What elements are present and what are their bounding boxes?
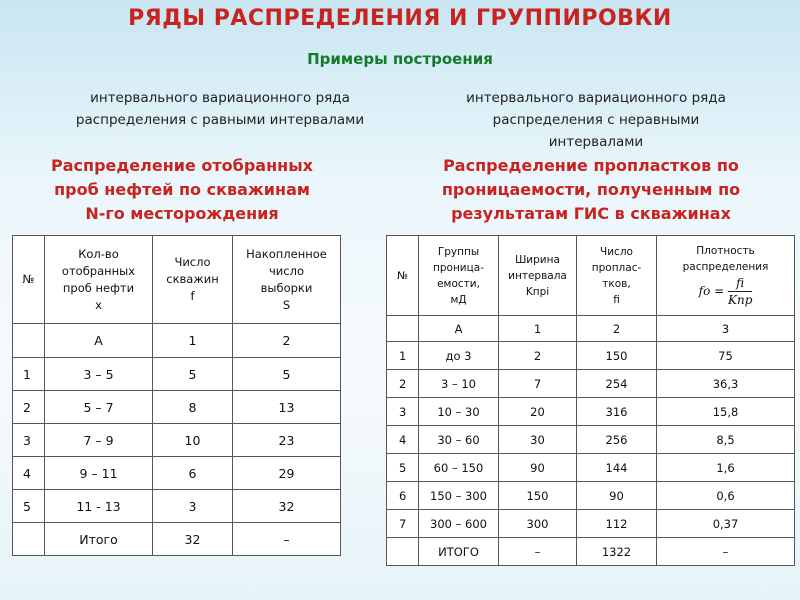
table-cell: 3 xyxy=(153,490,233,523)
table-cell: 1,6 xyxy=(657,454,795,482)
table-row xyxy=(387,510,795,538)
table-cell: – xyxy=(499,538,577,566)
table-cell: 6 xyxy=(387,482,419,510)
table-cell: 7 xyxy=(499,370,577,398)
table-header-row xyxy=(387,236,795,316)
right-caption xyxy=(386,154,796,226)
table-cell: 8,5 xyxy=(657,426,795,454)
table-cell: 2 xyxy=(233,324,341,358)
right-caption-line: проницаемости, полученным по xyxy=(441,180,741,199)
table-index-row xyxy=(13,324,341,358)
table-cell: 13 xyxy=(233,391,341,424)
table-cell: 60 – 150 xyxy=(419,454,499,482)
table-row xyxy=(387,482,795,510)
right-caption-line: Распределение пропластков по xyxy=(443,156,739,175)
table-cell: 23 xyxy=(233,424,341,457)
header-cell-wells: Число скважин f xyxy=(153,236,233,324)
table-cell: 5 xyxy=(153,358,233,391)
table-cell: 1 xyxy=(387,342,419,370)
table-cell: 6 xyxy=(153,457,233,490)
table-cell: 20 xyxy=(499,398,577,426)
header-cell-number: № xyxy=(387,236,419,316)
table-cell: 112 xyxy=(577,510,657,538)
table-cell: 0,6 xyxy=(657,482,795,510)
table-row xyxy=(387,454,795,482)
table-row xyxy=(387,426,795,454)
left-heading xyxy=(20,87,420,131)
table-cell: 4 xyxy=(13,457,45,490)
table-cell: 1 xyxy=(153,324,233,358)
table-cell: 7 xyxy=(387,510,419,538)
table-cell: 3 xyxy=(657,316,795,342)
table-cell: 2 xyxy=(499,342,577,370)
table-cell: 32 xyxy=(233,490,341,523)
table-cell: А xyxy=(45,324,153,358)
page-title: РЯДЫ РАСПРЕДЕЛЕНИЯ И ГРУППИРОВКИ xyxy=(128,6,672,31)
table-cell: 10 – 30 xyxy=(419,398,499,426)
right-caption-line: результатам ГИС в скважинах xyxy=(451,204,731,223)
left-caption xyxy=(12,154,352,226)
table-cell: 30 – 60 xyxy=(419,426,499,454)
table-row xyxy=(13,358,341,391)
right-heading-line: интервалами xyxy=(548,134,644,150)
table-total-row xyxy=(387,538,795,566)
table-cell: 10 xyxy=(153,424,233,457)
table-cell: 5 xyxy=(387,454,419,482)
header-cell-interval-width: Ширина интервала Kпрi xyxy=(499,236,577,316)
table-row xyxy=(13,490,341,523)
table-header-row xyxy=(13,236,341,324)
table-cell: 3 xyxy=(387,398,419,426)
header-cell-number: № xyxy=(13,236,45,324)
table-cell: 32 xyxy=(153,523,233,556)
table-cell: 15,8 xyxy=(657,398,795,426)
table-cell: 144 xyxy=(577,454,657,482)
table-cell: 150 xyxy=(499,482,577,510)
table-row xyxy=(13,457,341,490)
table-cell: 8 xyxy=(153,391,233,424)
table-total-row xyxy=(13,523,341,556)
left-distribution-table xyxy=(12,235,341,556)
table-cell: 1 xyxy=(13,358,45,391)
table-cell: 150 – 300 xyxy=(419,482,499,510)
table-cell: 150 xyxy=(577,342,657,370)
header-cell-layers-count: Число проплас- тков, fi xyxy=(577,236,657,316)
table-cell: до 3 xyxy=(419,342,499,370)
table-row xyxy=(13,424,341,457)
right-heading-line: распределения с неравными xyxy=(492,112,700,128)
table-cell: Итого xyxy=(45,523,153,556)
table-cell: 2 xyxy=(577,316,657,342)
right-distribution-table xyxy=(386,235,795,566)
table-row xyxy=(387,398,795,426)
table-cell: 2 xyxy=(13,391,45,424)
table-cell: 11 - 13 xyxy=(45,490,153,523)
left-caption-line: N-го месторождения xyxy=(85,204,279,223)
table-cell: 300 – 600 xyxy=(419,510,499,538)
table-cell: 7 – 9 xyxy=(45,424,153,457)
left-heading-line: распределения с равными интервалами xyxy=(75,112,365,128)
table-cell: 9 – 11 xyxy=(45,457,153,490)
table-cell: – xyxy=(657,538,795,566)
table-cell: ИТОГО xyxy=(419,538,499,566)
table-cell xyxy=(13,324,45,358)
header-cell-density: Плотность распределения fo = $\frac{fi}{\text{Kпр}}$ xyxy=(657,236,795,316)
table-cell: 4 xyxy=(387,426,419,454)
table-cell: – xyxy=(233,523,341,556)
header-cell-cumulative: Накопленное число выборки S xyxy=(233,236,341,324)
right-heading-line: интервального вариационного ряда xyxy=(466,90,726,106)
table-cell: 29 xyxy=(233,457,341,490)
table-cell: 36,3 xyxy=(657,370,795,398)
table-cell: А xyxy=(419,316,499,342)
table-cell: 5 xyxy=(233,358,341,391)
table-cell: 254 xyxy=(577,370,657,398)
table-cell: 0,37 xyxy=(657,510,795,538)
table-cell: 256 xyxy=(577,426,657,454)
table-cell: 316 xyxy=(577,398,657,426)
left-heading-line: интервального вариационного ряда xyxy=(90,90,350,106)
table-cell xyxy=(13,523,45,556)
table-cell xyxy=(387,316,419,342)
table-cell: 5 – 7 xyxy=(45,391,153,424)
left-caption-line: проб нефтей по скважинам xyxy=(54,180,310,199)
table-cell: 30 xyxy=(499,426,577,454)
header-cell-permeability-groups: Группы проница- емости, мД xyxy=(419,236,499,316)
table-row xyxy=(387,342,795,370)
table-cell: 5 xyxy=(13,490,45,523)
table-cell: 3 – 5 xyxy=(45,358,153,391)
table-cell: 1 xyxy=(499,316,577,342)
table-cell: 300 xyxy=(499,510,577,538)
table-cell: 2 xyxy=(387,370,419,398)
table-cell: 1322 xyxy=(577,538,657,566)
table-cell: 90 xyxy=(577,482,657,510)
table-cell xyxy=(387,538,419,566)
table-cell: 3 xyxy=(13,424,45,457)
table-row xyxy=(13,391,341,424)
table-cell: 75 xyxy=(657,342,795,370)
density-formula: fo = $\frac{fi}{\text{Kпр}}$ xyxy=(698,276,753,307)
left-caption-line: Распределение отобранных xyxy=(51,156,313,175)
table-index-row xyxy=(387,316,795,342)
table-cell: 3 – 10 xyxy=(419,370,499,398)
right-heading xyxy=(396,87,796,153)
header-cell-samples: Кол-во отобранных проб нефти х xyxy=(45,236,153,324)
table-cell: 90 xyxy=(499,454,577,482)
page-subtitle: Примеры построения xyxy=(307,50,493,68)
table-row xyxy=(387,370,795,398)
